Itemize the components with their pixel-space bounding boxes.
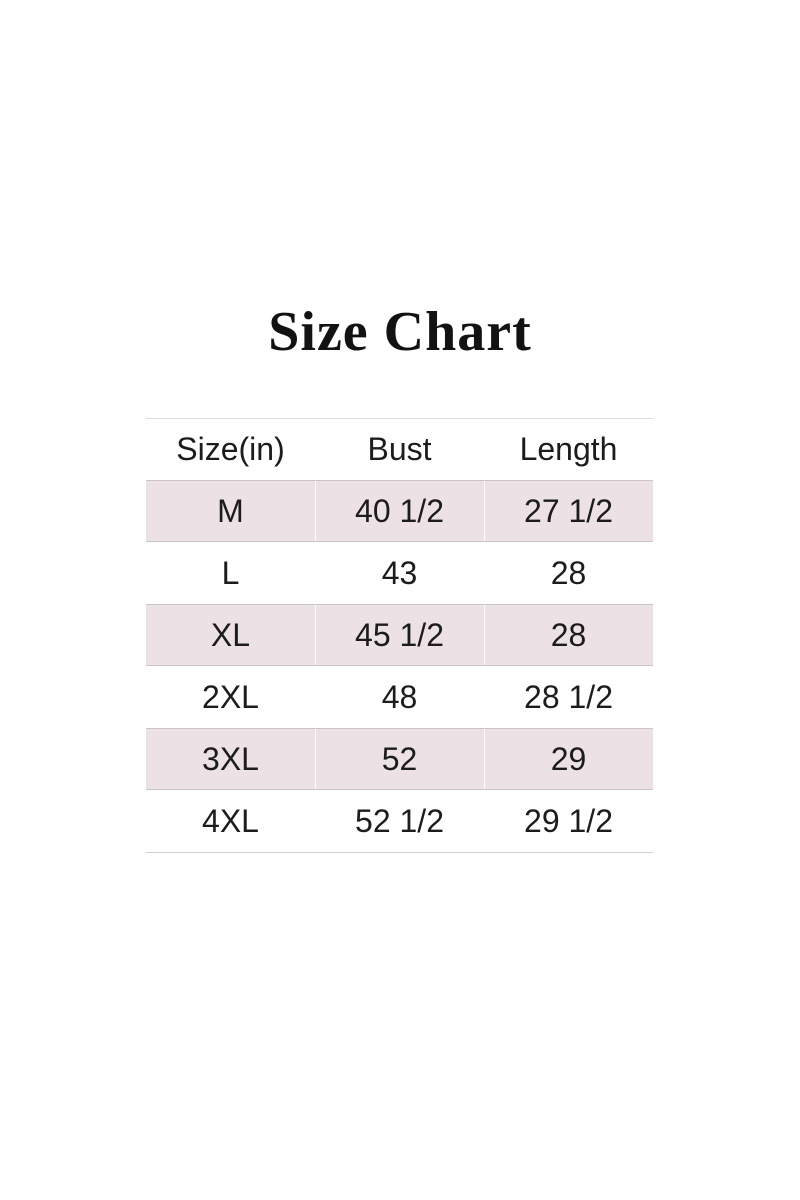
table-cell-bust: 45 1/2 bbox=[315, 605, 484, 665]
table-cell-length: 28 bbox=[484, 605, 653, 665]
table-row-4xl bbox=[146, 790, 653, 852]
page-title: Size Chart bbox=[268, 301, 532, 363]
column-header-length: Length bbox=[519, 431, 618, 467]
table-cell-bust: 52 1/2 bbox=[355, 802, 444, 839]
table-row-2xl bbox=[146, 666, 653, 728]
column-header-size: Size(in) bbox=[176, 431, 285, 467]
table-cell-size: 2XL bbox=[202, 678, 259, 715]
column-header-bust: Bust bbox=[367, 431, 432, 467]
table-cell-size: 3XL bbox=[202, 740, 259, 777]
table-cell-bust: 40 1/2 bbox=[315, 481, 484, 541]
table-cell-size: 4XL bbox=[202, 802, 259, 839]
table-cell-bust: 43 bbox=[381, 554, 418, 591]
table-row-3xl bbox=[146, 728, 653, 790]
table-cell-length: 29 1/2 bbox=[524, 802, 613, 839]
size-table bbox=[146, 418, 653, 853]
table-cell-length: 29 bbox=[484, 729, 653, 789]
table-cell-size: M bbox=[217, 492, 244, 529]
table-cell-bust: 52 bbox=[315, 729, 484, 789]
table-cell-length: 28 1/2 bbox=[524, 678, 613, 715]
table-cell-bust: 48 bbox=[381, 678, 418, 715]
table-row-m bbox=[146, 480, 653, 542]
table-cell-length: 28 bbox=[550, 554, 587, 591]
table-row-l bbox=[146, 542, 653, 604]
table-cell-size: XL bbox=[210, 616, 251, 653]
table-cell-size: L bbox=[221, 554, 240, 591]
table-header-row bbox=[146, 419, 653, 480]
table-cell-length: 27 1/2 bbox=[484, 481, 653, 541]
table-row-xl bbox=[146, 604, 653, 666]
